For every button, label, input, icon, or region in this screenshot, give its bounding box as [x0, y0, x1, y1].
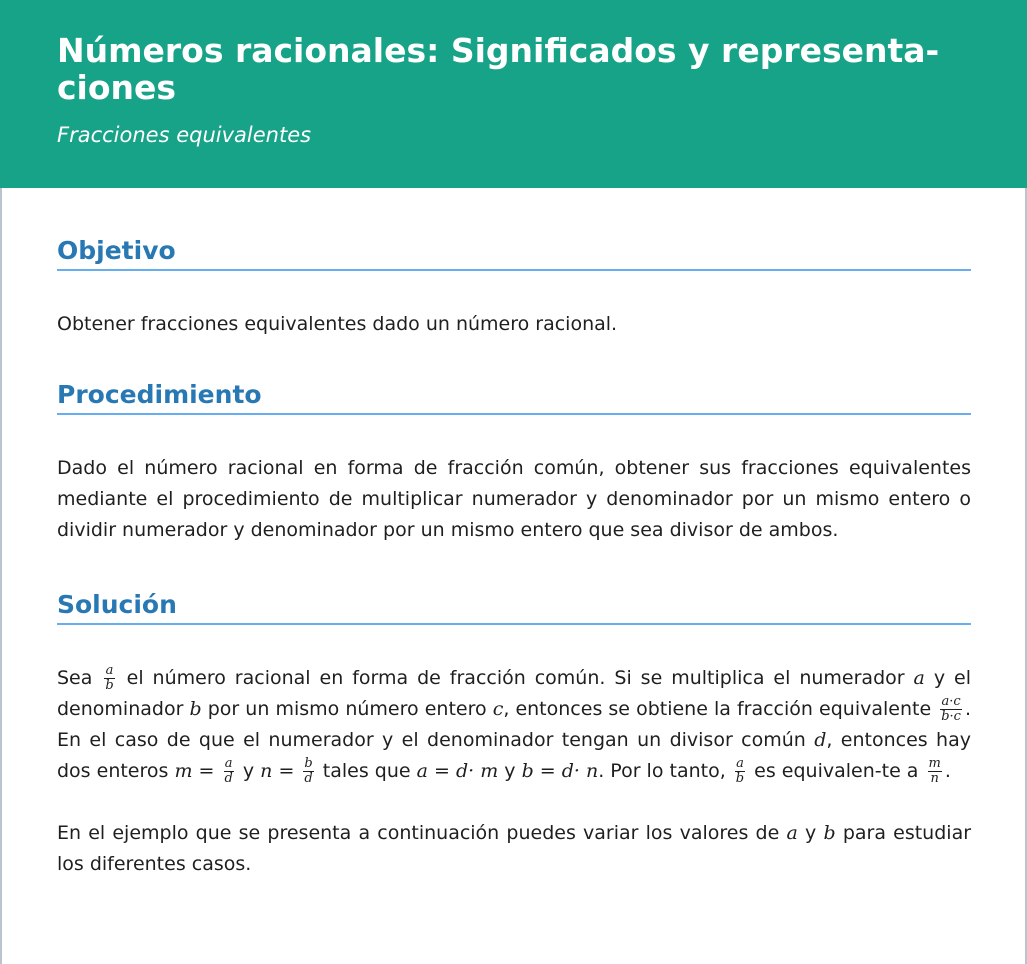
- text-run: , entonces se obtiene la fracción equivalente: [503, 698, 932, 720]
- math-variable-b: b: [189, 698, 202, 720]
- text-run: y: [242, 760, 255, 782]
- content: [57, 236, 971, 880]
- text-run: y: [504, 760, 516, 782]
- text-run: es equivalen-te a: [754, 760, 919, 782]
- fraction-denominator: b: [735, 771, 745, 786]
- text-run: En el ejemplo que se presenta a continuación puedes variar los valores de: [57, 822, 780, 844]
- text-run: y el denominador: [57, 667, 971, 720]
- text-run: Sea: [57, 667, 93, 689]
- text-run: tales que: [322, 760, 411, 782]
- section-heading-solucion: Solución: [57, 590, 971, 625]
- fraction-denominator: b·c: [941, 709, 961, 724]
- fraction-numerator: a: [736, 756, 744, 771]
- fraction-numerator: m: [928, 756, 941, 771]
- math-equation-a: a = d· m: [416, 760, 499, 782]
- fraction-denominator: d: [304, 771, 313, 786]
- math-variable-c: c: [492, 698, 504, 720]
- fraction-numerator: b: [304, 756, 313, 771]
- text-run: y: [805, 822, 817, 844]
- fraction-numerator: a·c: [941, 694, 961, 709]
- text-run: el número racional en forma de fracción común. Si se multiplica el numerador: [126, 667, 905, 689]
- text-run: , entonces hay dos enteros: [57, 729, 971, 782]
- fraction-numerator: a: [105, 663, 114, 678]
- math-variable-a: a: [913, 667, 925, 689]
- page-subtitle: Fracciones equivalentes: [57, 123, 312, 147]
- fraction-a-b-2: [735, 757, 745, 786]
- objetivo-text: Obtener fracciones equivalentes dado un número racional.: [57, 313, 618, 335]
- solucion-paragraph-1: [57, 663, 971, 787]
- text-run: . Por lo tanto,: [598, 760, 726, 782]
- page-header: [0, 0, 1027, 188]
- math-equation-b: b = d· n: [521, 760, 599, 782]
- math-variable-b: b: [823, 822, 836, 844]
- solucion-paragraph-2: [57, 818, 971, 880]
- section-heading-procedimiento: Procedimiento: [57, 380, 971, 415]
- fraction-numerator: a: [224, 756, 233, 771]
- text-run: para estudiar los diferentes casos.: [57, 822, 972, 875]
- math-equation-n: n =: [260, 760, 295, 782]
- section-heading-objetivo: Objetivo: [57, 236, 971, 271]
- fraction-ac-bc: [940, 695, 962, 724]
- fraction-denominator: d: [224, 771, 233, 786]
- fraction-denominator: b: [105, 678, 114, 693]
- fraction-m-n: [928, 757, 942, 786]
- fraction-a-d: [224, 757, 234, 786]
- math-variable-d: d: [814, 729, 827, 751]
- text-run: .: [944, 760, 951, 782]
- math-equation-m: m =: [174, 760, 215, 782]
- fraction-a-b: [104, 664, 114, 693]
- text-run: . En el caso de que el numerador y el denominador tengan un divisor común: [57, 698, 972, 751]
- fraction-b-d: [303, 757, 313, 786]
- text-run: por un mismo número entero: [207, 698, 487, 720]
- procedimiento-text: Dado el número racional en forma de fracción común, obtener sus fracciones equivalentes mediante el procedimiento de multiplicar numerador y denominador por un mismo entero o dividir numerador y denominador por un mismo entero que sea divisor de ambos.: [57, 457, 971, 541]
- page-title: Números racionales: Significados y representa-ciones: [57, 31, 940, 107]
- fraction-denominator: n: [930, 771, 939, 786]
- math-variable-a: a: [786, 822, 798, 844]
